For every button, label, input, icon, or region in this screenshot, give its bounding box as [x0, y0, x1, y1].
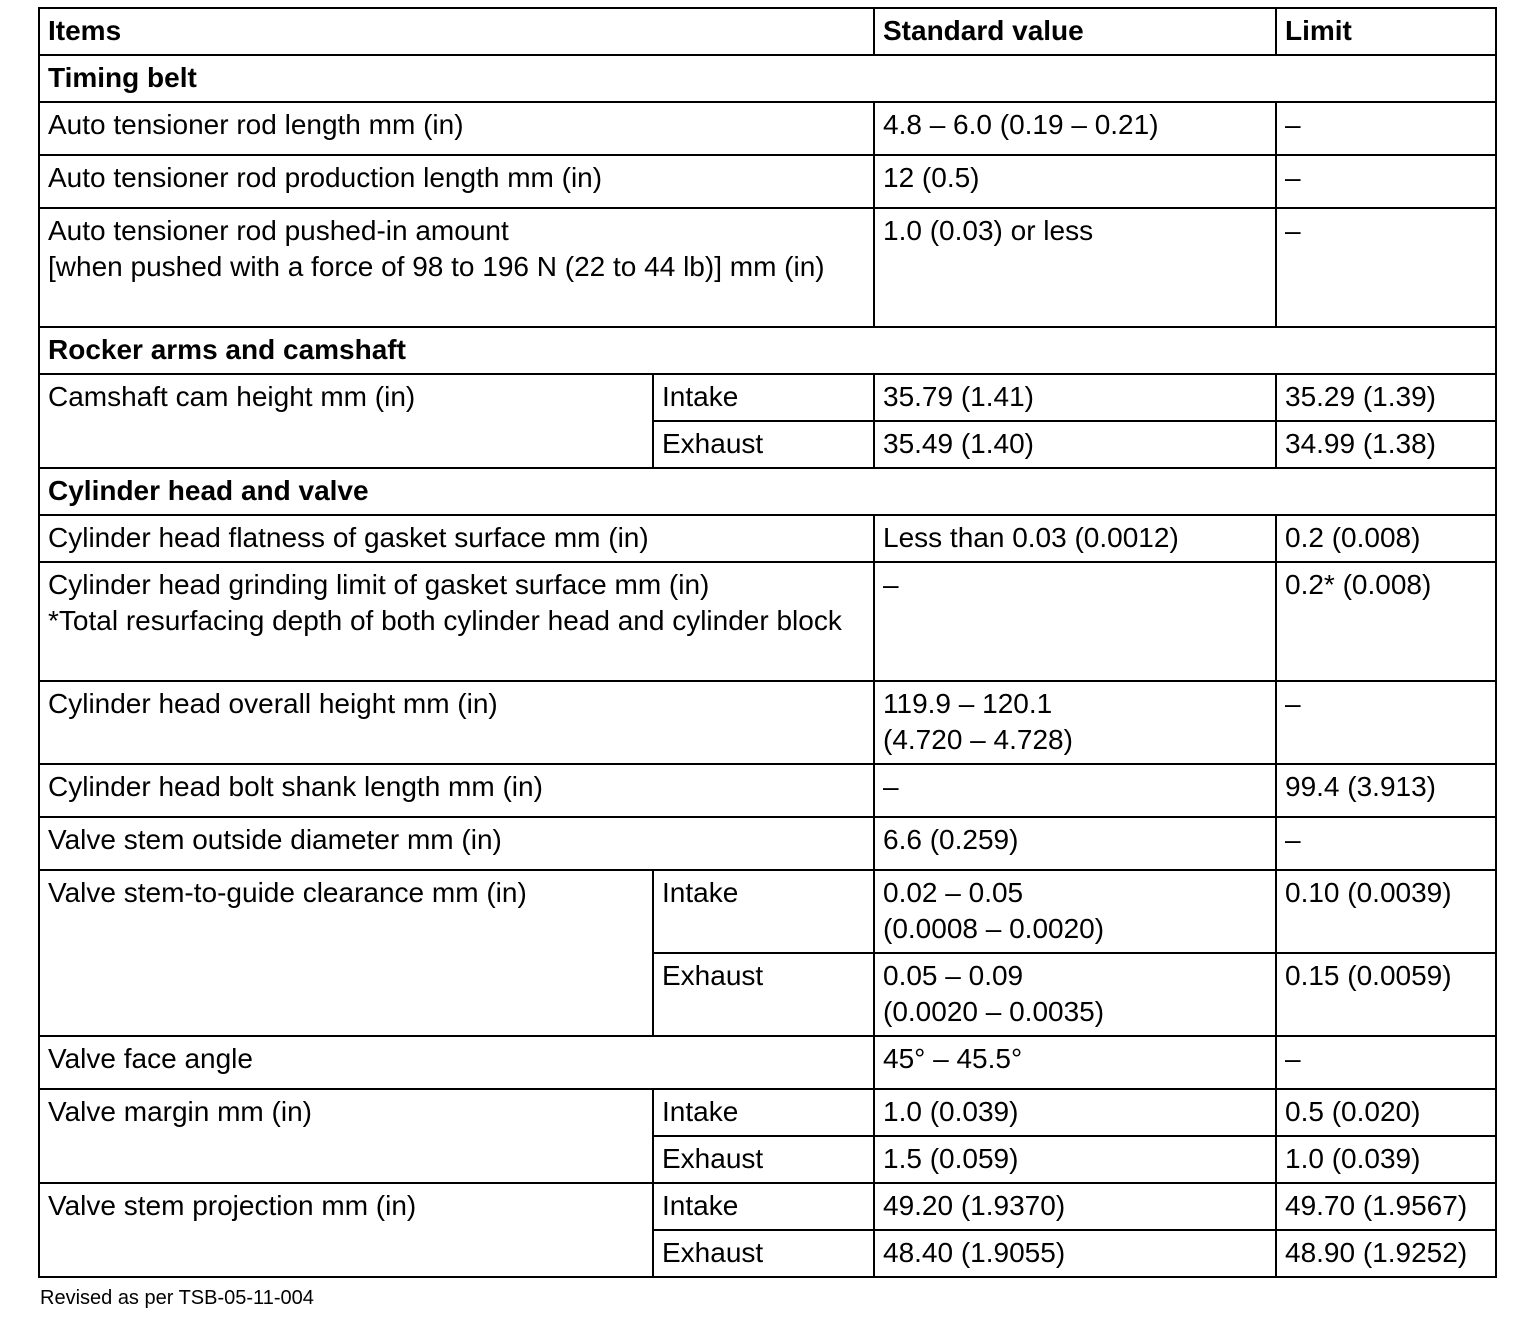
standard-cell: 119.9 – 120.1 (4.720 – 4.728): [874, 681, 1276, 764]
item-cell: Camshaft cam height mm (in): [39, 374, 653, 468]
limit-cell: 0.2 (0.008): [1276, 515, 1496, 562]
standard-cell: –: [874, 562, 1276, 681]
header-limit: Limit: [1276, 8, 1496, 55]
standard-cell: 1.0 (0.039): [874, 1089, 1276, 1136]
standard-cell: 4.8 – 6.0 (0.19 – 0.21): [874, 102, 1276, 155]
section-title: Cylinder head and valve: [39, 468, 1496, 515]
standard-cell: 0.05 – 0.09 (0.0020 – 0.0035): [874, 953, 1276, 1036]
limit-cell: 34.99 (1.38): [1276, 421, 1496, 468]
item-cell: Valve stem-to-guide clearance mm (in): [39, 870, 653, 1036]
section-row: [39, 327, 1496, 374]
sub-label-cell: Exhaust: [653, 421, 874, 468]
sub-label-cell: Exhaust: [653, 953, 874, 1036]
standard-cell: 48.40 (1.9055): [874, 1230, 1276, 1277]
limit-cell: 48.90 (1.9252): [1276, 1230, 1496, 1277]
sub-label-cell: Exhaust: [653, 1136, 874, 1183]
table-row: [39, 1036, 1496, 1089]
limit-cell: 49.70 (1.9567): [1276, 1183, 1496, 1230]
table-row: [39, 764, 1496, 817]
standard-cell: 1.0 (0.03) or less: [874, 208, 1276, 327]
limit-cell: –: [1276, 817, 1496, 870]
limit-cell: 99.4 (3.913): [1276, 764, 1496, 817]
limit-cell: –: [1276, 208, 1496, 327]
table-row: [39, 817, 1496, 870]
item-cell: Valve margin mm (in): [39, 1089, 653, 1183]
table-row: [39, 681, 1496, 764]
header-items: Items: [39, 8, 874, 55]
item-cell: Auto tensioner rod pushed-in amount [when pushed with a force of 98 to 196 N (22 to 44 lb)] mm (in): [39, 208, 874, 327]
item-cell: Auto tensioner rod length mm (in): [39, 102, 874, 155]
item-cell: Cylinder head overall height mm (in): [39, 681, 874, 764]
table-row: [39, 870, 1496, 953]
standard-cell: 1.5 (0.059): [874, 1136, 1276, 1183]
section-title: Rocker arms and camshaft: [39, 327, 1496, 374]
standard-cell: Less than 0.03 (0.0012): [874, 515, 1276, 562]
standard-cell: –: [874, 764, 1276, 817]
item-cell: Auto tensioner rod production length mm (in): [39, 155, 874, 208]
standard-cell: 35.49 (1.40): [874, 421, 1276, 468]
limit-cell: 0.10 (0.0039): [1276, 870, 1496, 953]
table-row: [39, 1089, 1496, 1136]
standard-cell: 49.20 (1.9370): [874, 1183, 1276, 1230]
table-row: [39, 208, 1496, 327]
item-cell: Cylinder head grinding limit of gasket surface mm (in) *Total resurfacing depth of both cylinder head and cylinder block: [39, 562, 874, 681]
limit-cell: 1.0 (0.039): [1276, 1136, 1496, 1183]
item-cell: Cylinder head flatness of gasket surface mm (in): [39, 515, 874, 562]
standard-cell: 35.79 (1.41): [874, 374, 1276, 421]
limit-cell: 0.5 (0.020): [1276, 1089, 1496, 1136]
limit-cell: 35.29 (1.39): [1276, 374, 1496, 421]
sub-label-cell: Intake: [653, 870, 874, 953]
table-row: [39, 562, 1496, 681]
limit-cell: 0.2* (0.008): [1276, 562, 1496, 681]
sub-label-cell: Intake: [653, 374, 874, 421]
section-title: Timing belt: [39, 55, 1496, 102]
revision-note: Revised as per TSB-05-11-004: [40, 1287, 314, 1309]
table-row: [39, 102, 1496, 155]
limit-cell: –: [1276, 155, 1496, 208]
item-cell: Valve face angle: [39, 1036, 874, 1089]
section-row: [39, 55, 1496, 102]
limit-cell: –: [1276, 1036, 1496, 1089]
limit-cell: –: [1276, 102, 1496, 155]
standard-cell: 45° – 45.5°: [874, 1036, 1276, 1089]
sub-label-cell: Exhaust: [653, 1230, 874, 1277]
table-row: [39, 155, 1496, 208]
section-row: [39, 468, 1496, 515]
standard-cell: 0.02 – 0.05 (0.0008 – 0.0020): [874, 870, 1276, 953]
sub-label-cell: Intake: [653, 1183, 874, 1230]
item-cell: Cylinder head bolt shank length mm (in): [39, 764, 874, 817]
item-cell: Valve stem outside diameter mm (in): [39, 817, 874, 870]
sub-label-cell: Intake: [653, 1089, 874, 1136]
standard-cell: 6.6 (0.259): [874, 817, 1276, 870]
limit-cell: 0.15 (0.0059): [1276, 953, 1496, 1036]
table-row: [39, 374, 1496, 421]
header-standard-value: Standard value: [874, 8, 1276, 55]
table-row: [39, 515, 1496, 562]
item-cell: Valve stem projection mm (in): [39, 1183, 653, 1277]
table-row: [39, 1183, 1496, 1230]
standard-cell: 12 (0.5): [874, 155, 1276, 208]
spec-table: [38, 7, 1497, 1278]
header-row: [39, 8, 1496, 55]
limit-cell: –: [1276, 681, 1496, 764]
